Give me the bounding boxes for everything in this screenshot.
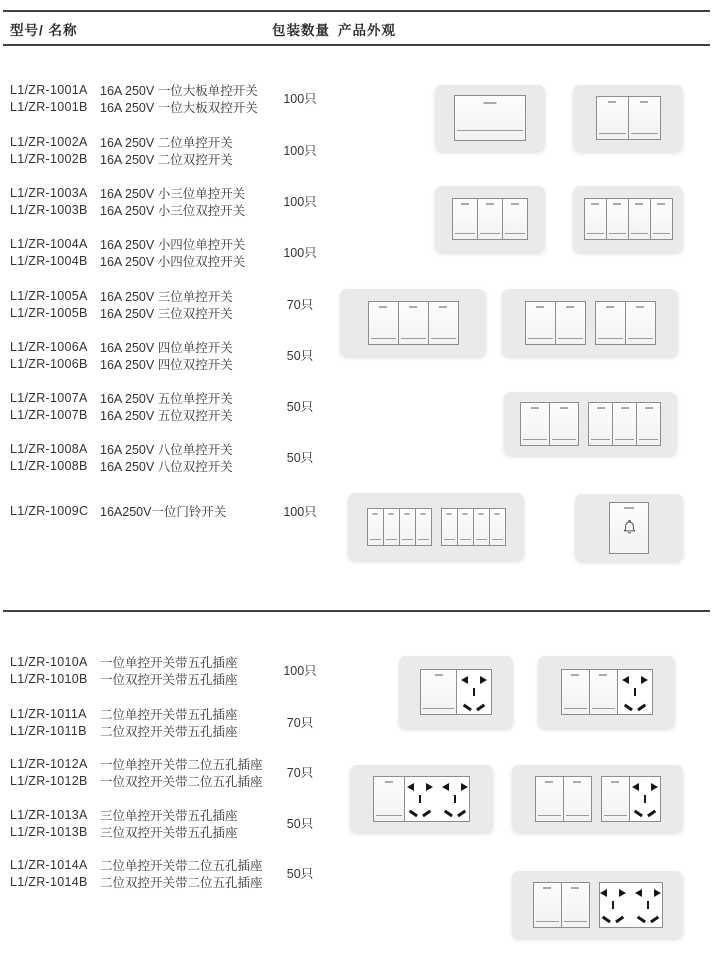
switch-rocker <box>628 198 651 240</box>
model-code: L1/ZR-1003A <box>10 185 88 200</box>
product-image-two-switch-five-hole-socket <box>538 656 675 728</box>
module-group <box>441 508 506 546</box>
socket-pin-bottom-left <box>463 703 472 710</box>
module-group <box>599 882 663 928</box>
model-code: L1/ZR-1008A <box>10 441 88 456</box>
product-description: 16A 250V 小四位单控开关 <box>100 237 246 252</box>
socket-pin-earth <box>647 901 649 909</box>
product-image-eight-gang-switch <box>348 493 524 560</box>
switch-rocker <box>589 669 618 715</box>
socket-pin-bottom-right <box>422 810 431 817</box>
module-group <box>420 669 492 715</box>
double-five-hole-socket <box>404 776 470 822</box>
socket-pin-earth <box>612 901 614 909</box>
module-group <box>368 301 459 345</box>
socket-pin-top-right <box>480 676 487 684</box>
product-line <box>10 457 233 474</box>
socket-pin-top-right <box>619 889 626 897</box>
product-row-1011 <box>10 705 238 739</box>
product-description: 一位单控开关带五孔插座 <box>100 655 238 670</box>
package-quantity: 70只 <box>286 298 314 312</box>
switch-rocker <box>596 96 629 140</box>
switch-rocker <box>420 669 457 715</box>
model-code: L1/ZR-1003B <box>10 202 88 217</box>
product-row-1006 <box>10 338 233 372</box>
package-quantity: 50只 <box>286 867 314 881</box>
socket-pin-bottom-left <box>637 916 646 923</box>
product-line <box>10 81 258 98</box>
header-bottom-rule <box>3 44 710 46</box>
package-quantity: 70只 <box>286 716 314 730</box>
product-image-small-four-gang-switch <box>573 186 683 252</box>
product-image-four-gang-switch <box>502 289 678 356</box>
socket-pin-bottom-right <box>476 703 485 710</box>
switch-rocker <box>368 301 399 345</box>
product-description: 二位单控开关带五孔插座 <box>100 707 238 722</box>
package-quantity: 100只 <box>283 664 317 678</box>
product-description: 三位双控开关带五孔插座 <box>100 825 238 840</box>
product-description: 16A 250V 二位双控开关 <box>100 152 233 167</box>
switch-rocker <box>415 508 432 546</box>
product-image-two-gang-switch <box>573 85 683 151</box>
doorbell-bell-icon <box>621 519 638 536</box>
switch-rocker <box>398 301 429 345</box>
product-line <box>10 389 233 406</box>
switch-rocker <box>636 402 661 446</box>
product-description: 一位单控开关带二位五孔插座 <box>100 757 263 772</box>
socket-pin-top-left <box>407 783 414 791</box>
socket-pin-bottom-right <box>650 916 659 923</box>
product-description: 16A 250V 五位单控开关 <box>100 391 233 406</box>
product-image-one-gang-large-switch <box>435 85 545 151</box>
product-description: 一位双控开关带五孔插座 <box>100 672 238 687</box>
product-line <box>10 856 263 873</box>
five-hole-socket-pins <box>622 674 648 710</box>
switch-rocker <box>612 402 637 446</box>
socket-pin-earth <box>634 688 636 696</box>
product-description: 16A 250V 小四位双控开关 <box>100 254 246 269</box>
section-divider-rule <box>3 610 710 612</box>
model-code: L1/ZR-1014A <box>10 857 88 872</box>
product-line <box>10 287 233 304</box>
switch-rocker <box>520 402 550 446</box>
switch-rocker <box>563 776 592 822</box>
switch-rocker <box>428 301 459 345</box>
socket-pin-earth <box>419 795 421 803</box>
product-description: 16A 250V 五位双控开关 <box>100 408 233 423</box>
switch-rocker <box>533 882 562 928</box>
doorbell-button <box>609 502 649 554</box>
socket-pin-bottom-left <box>444 810 453 817</box>
model-code: L1/ZR-1013B <box>10 824 88 839</box>
product-image-three-gang-switch <box>340 289 486 356</box>
product-description: 16A 250V 三位双控开关 <box>100 306 233 321</box>
socket-pin-top-left <box>635 889 642 897</box>
switch-rocker <box>595 301 626 345</box>
socket-pin-top-left <box>600 889 607 897</box>
model-code: L1/ZR-1012A <box>10 756 88 771</box>
socket-pin-earth <box>454 795 456 803</box>
product-row-1008 <box>10 440 233 474</box>
product-description: 16A 250V 一位大板单控开关 <box>100 83 258 98</box>
switch-rocker <box>525 301 556 345</box>
switch-rocker <box>383 508 400 546</box>
product-row-1007 <box>10 389 233 423</box>
product-image-small-three-gang-switch <box>435 186 545 252</box>
five-hole-socket <box>456 669 492 715</box>
product-line <box>10 653 238 670</box>
socket-pin-earth <box>473 688 475 696</box>
product-line <box>10 873 263 890</box>
socket-pin-top-left <box>632 783 639 791</box>
model-code: L1/ZR-1001A <box>10 82 88 97</box>
switch-rocker <box>441 508 458 546</box>
product-description: 16A 250V 八位双控开关 <box>100 459 233 474</box>
product-row-1005 <box>10 287 233 321</box>
product-row-1014 <box>10 856 263 890</box>
socket-pin-top-left <box>461 676 468 684</box>
product-row-1002 <box>10 133 233 167</box>
socket-pin-top-left <box>622 676 629 684</box>
model-code: L1/ZR-1007A <box>10 390 88 405</box>
five-hole-socket-pins <box>461 674 487 710</box>
five-hole-socket-pins <box>632 781 658 817</box>
product-description: 16A 250V 一位大板双控开关 <box>100 100 258 115</box>
product-row-1012 <box>10 755 263 789</box>
module-group <box>535 776 592 822</box>
product-line <box>10 722 238 739</box>
product-line <box>10 705 238 722</box>
package-quantity: 100只 <box>283 144 317 158</box>
product-image-two-switch-double-five-hole-socket <box>512 871 683 938</box>
switch-rocker <box>588 402 613 446</box>
module-group <box>609 502 649 554</box>
module-group <box>373 776 470 822</box>
model-code: L1/ZR-1010A <box>10 654 88 669</box>
package-quantity: 100只 <box>283 195 317 209</box>
model-code: L1/ZR-1010B <box>10 671 88 686</box>
model-code: L1/ZR-1004A <box>10 236 88 251</box>
switch-rocker <box>454 95 526 141</box>
product-row-1001 <box>10 81 258 115</box>
model-code: L1/ZR-1011B <box>10 723 87 738</box>
switch-rocker <box>549 402 579 446</box>
socket-pin-top-right <box>426 783 433 791</box>
model-code: L1/ZR-1006A <box>10 339 88 354</box>
model-code: L1/ZR-1001B <box>10 99 88 114</box>
header-top-rule <box>3 10 710 12</box>
product-line <box>10 98 258 115</box>
package-quantity: 50只 <box>286 349 314 363</box>
socket-pin-top-right <box>461 783 468 791</box>
socket-pin-bottom-right <box>647 810 656 817</box>
product-description: 一位双控开关带二位五孔插座 <box>100 774 263 789</box>
socket-pin-bottom-left <box>634 810 643 817</box>
double-five-hole-socket <box>599 882 663 928</box>
socket-pin-top-left <box>442 783 449 791</box>
switch-rocker <box>489 508 506 546</box>
module-group <box>367 508 432 546</box>
module-group <box>595 301 656 345</box>
module-group <box>533 882 590 928</box>
socket-pin-top-right <box>641 676 648 684</box>
product-line <box>10 304 233 321</box>
module-group <box>520 402 579 446</box>
five-hole-socket-pins <box>635 887 661 923</box>
column-header-appearance: 产品外观 <box>338 23 396 38</box>
switch-rocker <box>561 882 590 928</box>
switch-rocker <box>606 198 629 240</box>
module-group <box>584 198 673 240</box>
package-quantity: 100只 <box>283 504 317 519</box>
socket-pin-top-right <box>654 889 661 897</box>
package-quantity: 100只 <box>283 92 317 106</box>
package-quantity: 50只 <box>286 817 314 831</box>
product-line <box>10 755 263 772</box>
model-code: L1/ZR-1002B <box>10 151 88 166</box>
product-line <box>10 823 238 840</box>
product-image-three-switch-five-hole-socket <box>512 765 683 832</box>
five-hole-socket-pins <box>407 781 433 817</box>
product-line <box>10 355 233 372</box>
switch-rocker <box>367 508 384 546</box>
product-description: 16A 250V 八位单控开关 <box>100 442 233 457</box>
product-description: 16A 250V 四位双控开关 <box>100 357 233 372</box>
switch-rocker <box>584 198 607 240</box>
five-hole-socket-pins <box>442 781 468 817</box>
module-group <box>561 669 653 715</box>
model-code: L1/ZR-1014B <box>10 874 88 889</box>
socket-pin-bottom-left <box>409 810 418 817</box>
model-code: L1/ZR-1008B <box>10 458 88 473</box>
model-code: L1/ZR-1006B <box>10 356 88 371</box>
product-description: 二位单控开关带二位五孔插座 <box>100 858 263 873</box>
switch-rocker <box>625 301 656 345</box>
switch-rocker <box>502 198 528 240</box>
five-hole-socket-pins <box>600 887 626 923</box>
package-quantity: 50只 <box>286 451 314 465</box>
model-code: L1/ZR-1013A <box>10 807 88 822</box>
module-group <box>588 402 661 446</box>
five-hole-socket <box>629 776 661 822</box>
product-line <box>10 406 233 423</box>
product-row-1010 <box>10 653 238 687</box>
switch-rocker <box>561 669 590 715</box>
switch-rocker <box>477 198 503 240</box>
socket-pin-top-right <box>651 783 658 791</box>
model-code: L1/ZR-1002A <box>10 134 88 149</box>
switch-rocker <box>535 776 564 822</box>
model-code: L1/ZR-1012B <box>10 773 88 788</box>
model-code: L1/ZR-1005A <box>10 288 88 303</box>
product-description: 16A 250V 四位单控开关 <box>100 340 233 355</box>
product-line <box>10 502 226 519</box>
product-row-1004 <box>10 235 245 269</box>
product-row-1009 <box>10 502 226 519</box>
module-group <box>525 301 586 345</box>
socket-pin-bottom-left <box>602 916 611 923</box>
socket-pin-bottom-left <box>624 703 633 710</box>
product-description: 二位双控开关带二位五孔插座 <box>100 875 263 890</box>
product-description: 16A 250V 小三位双控开关 <box>100 203 246 218</box>
switch-rocker <box>399 508 416 546</box>
package-quantity: 100只 <box>283 246 317 260</box>
product-line <box>10 772 263 789</box>
product-description: 16A250V一位门铃开关 <box>100 504 227 519</box>
module-group <box>596 96 661 140</box>
product-line <box>10 670 238 687</box>
module-group <box>454 95 526 141</box>
product-line <box>10 252 245 269</box>
product-image-one-switch-double-five-hole-socket <box>350 765 493 832</box>
switch-rocker <box>650 198 673 240</box>
product-line <box>10 184 245 201</box>
socket-pin-earth <box>644 795 646 803</box>
module-group <box>452 198 528 240</box>
column-header-model-name: 型号/ 名称 <box>10 23 78 38</box>
product-line <box>10 150 233 167</box>
model-code: L1/ZR-1011A <box>10 706 87 721</box>
switch-rocker <box>373 776 405 822</box>
package-quantity: 70只 <box>286 766 314 780</box>
product-image-five-gang-switch <box>504 392 677 455</box>
product-description: 16A 250V 小三位单控开关 <box>100 186 246 201</box>
package-quantity: 50只 <box>286 400 314 414</box>
product-line <box>10 133 233 150</box>
model-code: L1/ZR-1007B <box>10 407 88 422</box>
product-line <box>10 201 245 218</box>
product-image-doorbell-switch <box>575 494 683 561</box>
switch-rocker <box>601 776 630 822</box>
product-description: 16A 250V 三位单控开关 <box>100 289 233 304</box>
product-line <box>10 806 238 823</box>
product-line <box>10 338 233 355</box>
product-row-1013 <box>10 806 238 840</box>
switch-rocker <box>555 301 586 345</box>
switch-rocker <box>452 198 478 240</box>
socket-pin-bottom-right <box>637 703 646 710</box>
product-line <box>10 440 233 457</box>
switch-rocker <box>457 508 474 546</box>
switch-rocker <box>473 508 490 546</box>
model-code: L1/ZR-1004B <box>10 253 88 268</box>
product-description: 16A 250V 二位单控开关 <box>100 135 233 150</box>
product-description: 二位双控开关带五孔插座 <box>100 724 238 739</box>
switch-rocker <box>628 96 661 140</box>
module-group <box>601 776 661 822</box>
five-hole-socket <box>617 669 653 715</box>
socket-pin-bottom-right <box>457 810 466 817</box>
model-code: L1/ZR-1009C <box>10 503 89 518</box>
product-row-1003 <box>10 184 245 218</box>
product-image-one-switch-five-hole-socket <box>399 656 513 728</box>
product-description: 三位单控开关带五孔插座 <box>100 808 238 823</box>
socket-pin-bottom-right <box>615 916 624 923</box>
column-header-package-qty: 包装数量 <box>272 23 330 38</box>
model-code: L1/ZR-1005B <box>10 305 88 320</box>
product-line <box>10 235 245 252</box>
